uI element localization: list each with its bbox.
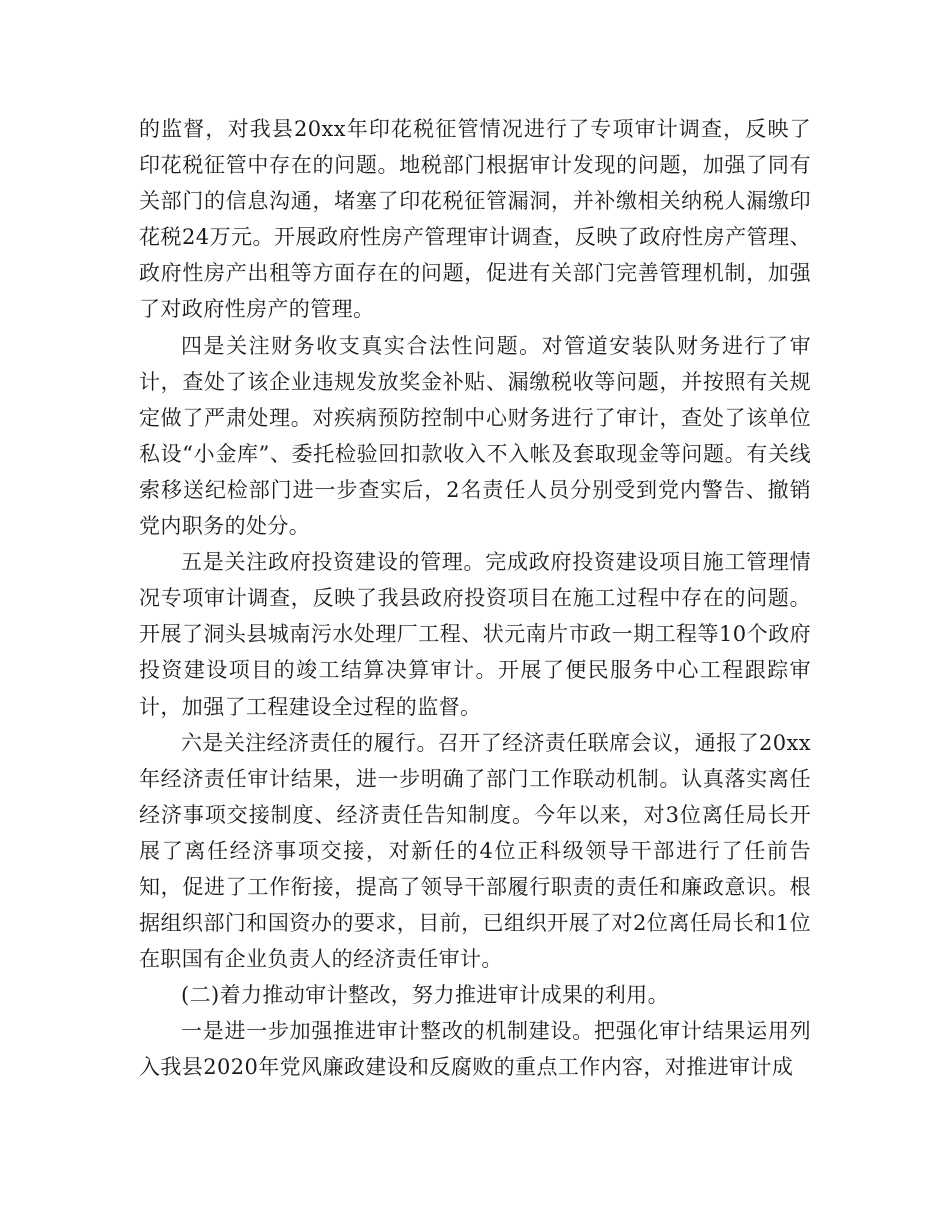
document-page — [139, 111, 811, 1086]
paragraph-rectification-mechanism: 一是进一步加强推进审计整改的机制建设。把强化审计结果运用列入我县2020年党风廉政建设和反腐败的重点工作内容，对推进审计成 — [139, 1019, 811, 1080]
paragraph-government-investment: 五是关注政府投资建设的管理。完成政府投资建设项目施工管理情况专项审计调查，反映了我县政府投资项目在施工过程中存在的问题。开展了洞头县城南污水处理厂工程、状元南片市政一期工程等10个政府投资建设项目的竣工结算决算审计。开展了便民服务中心工程跟踪审计，加强了工程建设全过程的监督。 — [139, 550, 811, 719]
section-heading-audit-rectification: (二)着力推动审计整改，努力推进审计成果的利用。 — [181, 983, 669, 1008]
paragraph-financial-audit: 四是关注财务收支真实合法性问题。对管道安装队财务进行了审计，查处了该企业违规发放奖金补贴、漏缴税收等问题，并按照有关规定做了严肃处理。对疾病预防控制中心财务进行了审计，查处了该单位私设“小金库”、委托检验回扣款收入不入帐及套取现金等问题。有关线索移送纪检部门进一步查实后，2名责任人员分别受到党内警告、撤销党内职务的处分。 — [139, 333, 811, 539]
paragraph-economic-responsibility: 六是关注经济责任的履行。召开了经济责任联席会议，通报了20xx年经济责任审计结果，进一步明确了部门工作联动机制。认真落实离任经济事项交接制度、经济责任告知制度。今年以来，对3位离任局长开展了离任经济事项交接，对新任的4位正科级领导干部进行了任前告知，促进了工作衔接，提高了领导干部履行职责的责任和廉政意识。根据组织部门和国资办的要求，目前，已组织开展了对2位离任局长和1位在职国有企业负责人的经济责任审计。 — [139, 730, 811, 972]
paragraph-stamp-tax-audit: 的监督，对我县20xx年印花税征管情况进行了专项审计调查，反映了印花税征管中存在的问题。地税部门根据审计发现的问题，加强了同有关部门的信息沟通，堵塞了印花税征管漏洞，并补缴相关纳税人漏缴印花税24万元。开展政府性房产管理审计调查，反映了政府性房产管理、政府性房产出租等方面存在的问题，促进有关部门完善管理机制，加强了对政府性房产的管理。 — [139, 117, 811, 322]
